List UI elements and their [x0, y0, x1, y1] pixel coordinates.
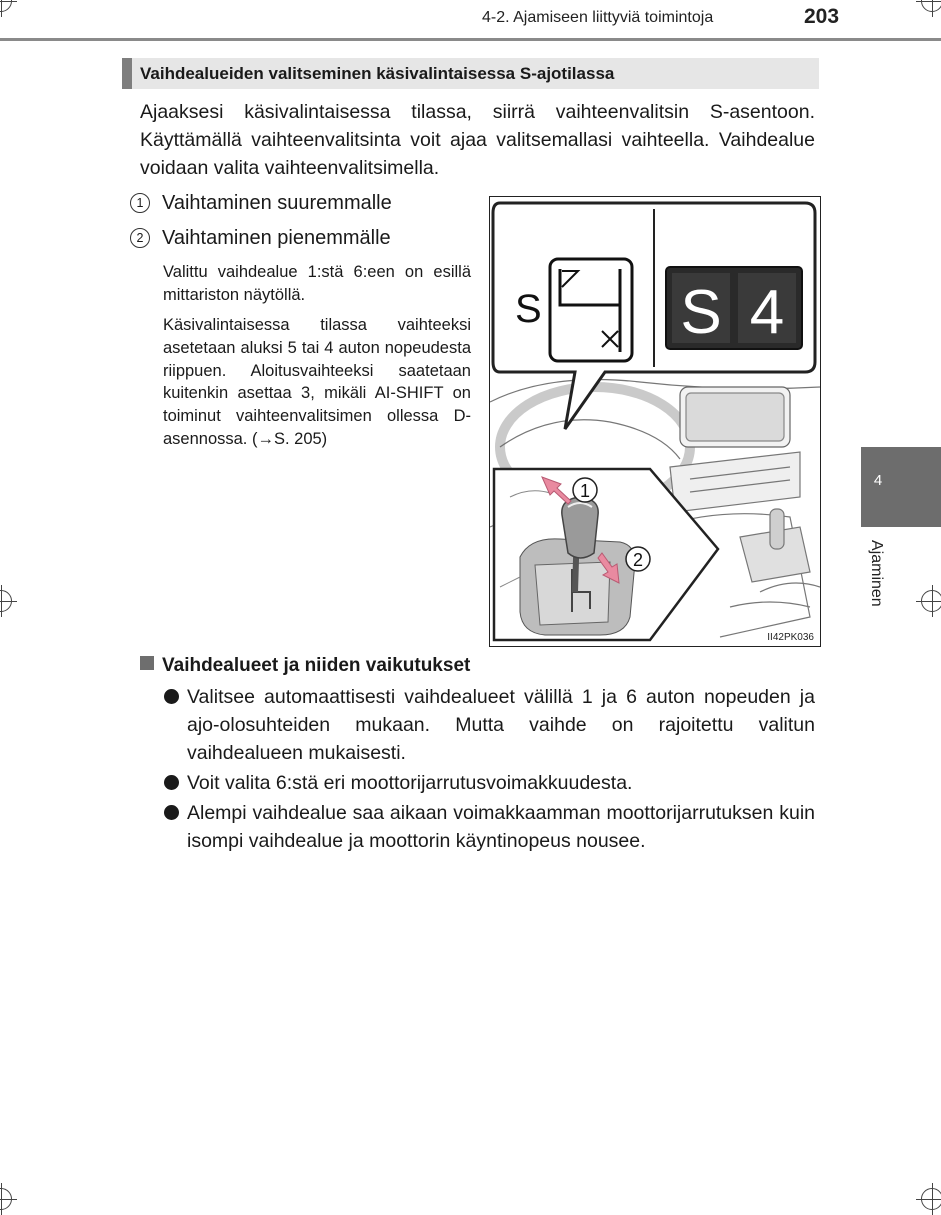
callout-2: 2 — [632, 550, 644, 570]
registration-mark-icon — [0, 590, 12, 612]
list-item-text: Valitsee automaattisesti vaihdealueet välillä 1 ja 6 auton nopeuden ja ajo-olosuhteiden mukaan. Mutta vaihde on rajoitettu valitun vaihdealueen mukaisesti. — [187, 686, 815, 764]
figure-code: II42PK036 — [767, 632, 814, 643]
chapter-title: 4-2. Ajamiseen liittyviä toimintoja — [482, 9, 714, 26]
subsection-heading — [140, 655, 470, 677]
list-item-text: Alempi vaihdealue saa aikaan voimakkaamman moottorijarrutuksen kuin isompi vaihdealue ja moottorin käyntinopeus nousee. — [187, 802, 815, 852]
bullet-dot-icon — [164, 775, 179, 790]
intro-paragraph: Ajaaksesi käsivalintaisessa tilassa, siirrä vaihteenvalitsin S-asentoon. Käyttämällä vaihteenvalitsinta voit ajaa valitsemallasi vaihteella. Vaihdealue voidaan valita vaihteenvalitsimella. — [140, 101, 815, 179]
shift-lever-figure — [489, 196, 821, 647]
item-label: Vaihtaminen suuremmalle — [162, 192, 392, 214]
list-item-text: Voit valita 6:stä eri moottorijarrutusvoimakkuudesta. — [187, 772, 633, 794]
chapter-tab-label: Ajaminen — [868, 540, 885, 607]
display-mode-letter: S — [680, 278, 722, 347]
bullet-dot-icon — [164, 689, 179, 704]
figure-illustration — [490, 197, 820, 646]
section-heading-marker — [122, 58, 132, 89]
callout-1: 1 — [579, 481, 591, 501]
item-label: Vaihtaminen pienemmälle — [162, 227, 391, 249]
item-shift-down — [130, 227, 391, 250]
registration-mark-icon — [921, 1188, 941, 1210]
chapter-tab-number: 4 — [873, 472, 883, 489]
square-bullet-icon — [140, 656, 154, 670]
list-item — [163, 769, 815, 797]
display-gear-number: 4 — [749, 278, 785, 347]
registration-mark-icon — [921, 590, 941, 612]
initial-gear-note: Käsivalintaisessa tilassa vaihteeksi asetetaan aluksi 5 tai 4 auton nopeudesta riippuen. Aloitusvaihteeksi saatetaan kuitenkin asettaa 3, mikäli AI-SHIFT on toiminut vaihteenvalitsimen ollessa D-asennossa. (→S. 205) — [163, 316, 471, 448]
header-rule — [0, 38, 941, 41]
indicator-letter: S — [515, 287, 542, 331]
page-number: 203 — [804, 5, 840, 28]
display-note: Valittu vaihdealue 1:stä 6:een on esillä mittariston näytöllä. — [163, 263, 471, 304]
registration-mark-icon — [0, 1188, 12, 1210]
registration-mark-icon — [921, 0, 941, 12]
list-item — [163, 683, 815, 767]
section-title: Vaihdealueiden valitseminen käsivalintaisessa S-ajotilassa — [140, 64, 615, 83]
registration-mark-icon — [0, 0, 12, 12]
item-shift-up — [130, 192, 392, 215]
list-item — [163, 799, 815, 855]
subsection-title: Vaihdealueet ja niiden vaikutukset — [162, 655, 471, 676]
item-number: 2 — [130, 228, 150, 248]
item-number: 1 — [130, 193, 150, 213]
bullet-dot-icon — [164, 805, 179, 820]
effects-list — [163, 683, 815, 857]
